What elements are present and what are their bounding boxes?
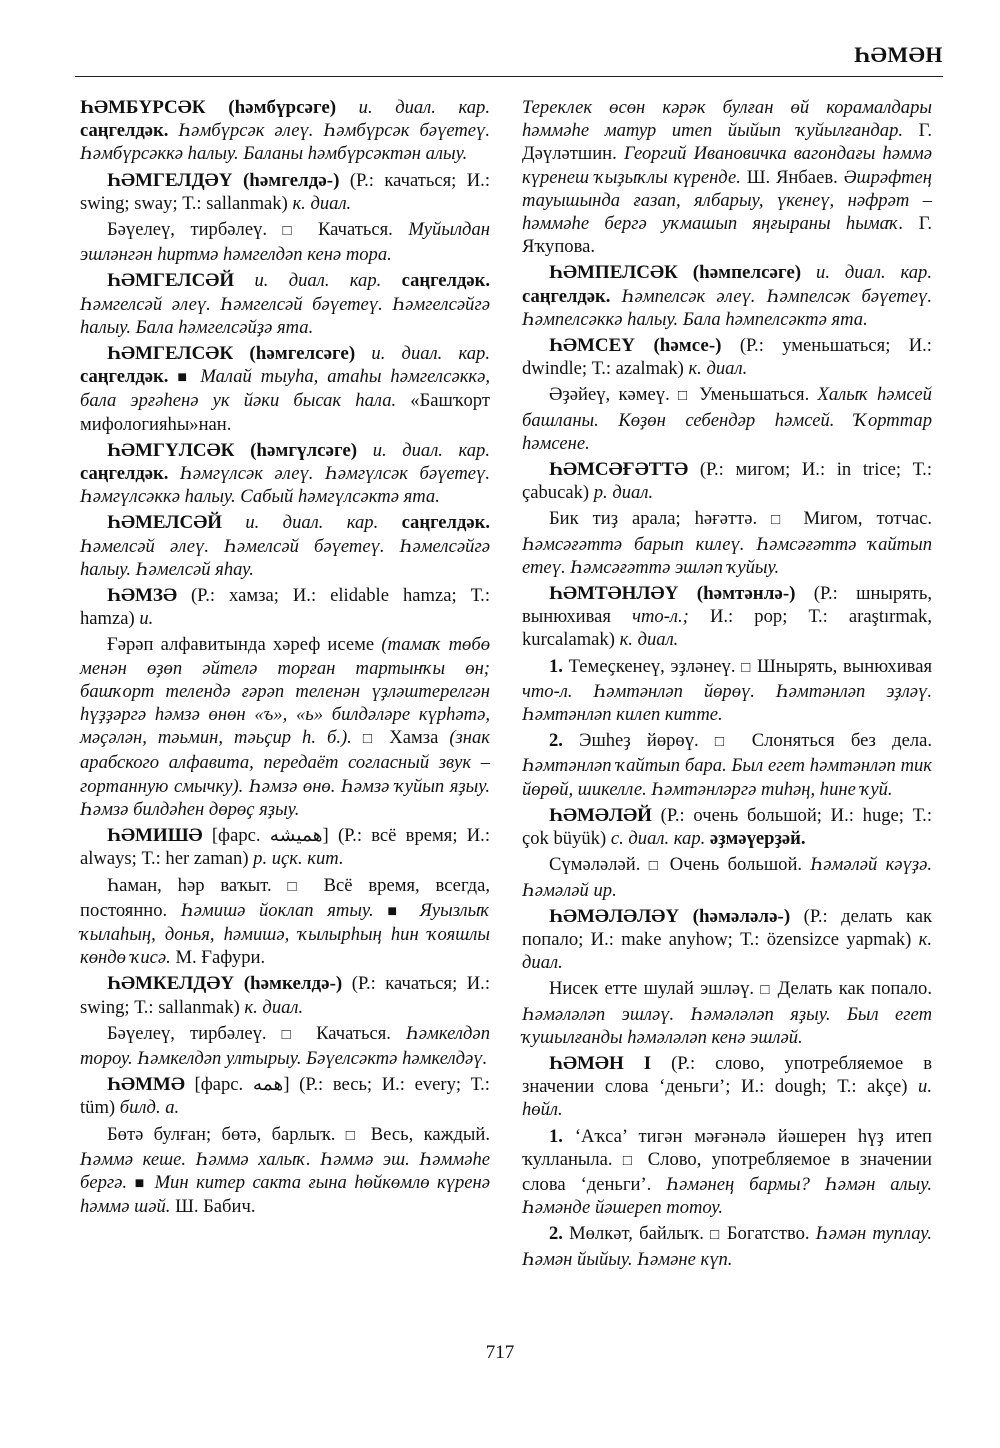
italic-text: Һәмгүлсәк әлеү. Һәмгүлсәк бәүетеү. Һәмгүлсәккә һалыу. Сабый һәмгүлсәктә ята. [80, 463, 490, 508]
text: Ш. Янбаев. [740, 166, 844, 188]
italic-text: р. иҫк. кит. [253, 848, 344, 870]
bold-text: саңгелдәк. [80, 120, 169, 142]
text: Эшһеҙ йөрөү. [562, 730, 715, 752]
headword: ҺӘМКЕЛДӘҮ (һәмкелдә-) [107, 973, 343, 995]
russian-marker-icon: □ [287, 878, 308, 895]
text: [фарс. [184, 1074, 253, 1096]
text: (Р.: качаться; И.: swing; sway; Т.: sallanmak) [80, 169, 490, 214]
headword: ҺӘМЕЛСӘЙ [107, 512, 223, 534]
running-headword: ҺӘМӘН [853, 42, 943, 67]
russian-marker-icon: □ [345, 1127, 361, 1144]
bold-text: саңгелдәк. [522, 285, 611, 307]
text [336, 97, 359, 118]
italic-text: Халыҡ һәмсей башланы. Көҙөн себендәр һәмсей. Ҡорттар һәмсене. [522, 384, 932, 454]
italic-text: Һәмишә йоклап ятыу. [180, 899, 374, 921]
italic-text: Һәммә кеше. Һәммә халыҡ. Һәммә эш. Һәммәһе бергә. [80, 1148, 490, 1193]
headword: ҺӘМТӘНЛӘҮ (һәмтәнлә-) [549, 583, 796, 605]
italic-text: Һәмән туплау. Һәмән йыйыу. Һәмәне күп. [522, 1223, 932, 1270]
text: [фарс. [202, 825, 270, 847]
definition-paragraph [522, 96, 932, 258]
headword: ҺӘМБҮРСӘК (һәмбүрсәге) [80, 97, 337, 118]
russian-marker-icon: □ [714, 734, 736, 751]
italic-text: Һәмгелсәй әлеү. Һәмгелсәй бәүетеү. Һәмгелсәйгә һалыу. Бала һәмгелсәйҙә ята. [80, 293, 490, 338]
text: Бәүелеү, тирбәлеү. [107, 219, 283, 241]
italic-text: Әшрәфтең тауышында ғазап, ялбарыу, үкенеү, нәфрәт – һәммәһе бергә уҡмашып яңғыраны һымаҡ. [522, 166, 932, 235]
italic-text: Һәмтәнләп ҡайтып бара. Был егет һәмтәнләп тик йөрөй, шикелле. Һәмтәнләргә тиһәң, һине ҡуй. [522, 755, 932, 800]
italic-text: к. диал. [619, 629, 679, 651]
dictionary-entry [522, 582, 932, 652]
dictionary-entry [522, 261, 932, 331]
dictionary-entry [80, 169, 490, 215]
dictionary-entry [522, 1052, 932, 1122]
russian-marker-icon: □ [710, 1227, 721, 1244]
italic-text: и. диал. кар. [358, 97, 490, 118]
text: Мөлкәт, байлыҡ. [562, 1223, 711, 1245]
example-marker-icon: ■ [177, 369, 192, 387]
russian-marker-icon: □ [741, 659, 752, 676]
text: (Р.: слово, употребляемое в значении слова ‘деньги’; И.: dough; Т.: akçe) [522, 1052, 932, 1098]
text: Уменьшаться. [690, 384, 818, 406]
text [355, 343, 371, 364]
arabic-script-text: همه [252, 1074, 284, 1096]
text: М. Ғафури. [170, 947, 266, 969]
italic-text: с. диал. кар. [610, 828, 706, 850]
text: Богатство. [720, 1223, 816, 1245]
text: Делать как попало. [771, 978, 932, 1000]
definition-paragraph [522, 977, 932, 1049]
italic-text: р. диал. [593, 482, 654, 504]
italic-text: и. диал. кар. [372, 439, 490, 461]
text: Бик тиҙ арала; һәғәттә. [549, 508, 772, 530]
definition-paragraph [80, 633, 490, 821]
dictionary-entry [522, 334, 932, 380]
headword: ҺӘМПЕЛСӘК (һәмпелсәге) [549, 262, 802, 284]
text: Бәүелеү, тирбәлеү. [107, 1022, 282, 1044]
dictionary-entry [80, 269, 490, 339]
text: (Р.: качаться; И.: swing; Т.: sallanmak) [80, 973, 490, 1018]
russian-marker-icon: □ [678, 388, 691, 405]
definition-paragraph [80, 1123, 490, 1219]
italic-text: и. диал. кар. [371, 343, 490, 365]
text: Весь, каждый. [360, 1123, 490, 1145]
text [378, 512, 401, 533]
text: «Башҡорт мифологияһы»нан. [80, 390, 490, 435]
bold-text: 1. [549, 655, 563, 677]
text: Темеҫкенеү, эҙләнеү. [562, 655, 742, 677]
example-marker-icon: ■ [134, 1174, 148, 1192]
text: Качаться. [301, 1022, 406, 1044]
italic-text: билд. а. [119, 1097, 180, 1119]
text: Нисек етте шулай эшләү. [549, 978, 761, 1000]
italic-text: и. диал. кар. [245, 512, 379, 534]
italic-text: Һәмкелдәп тороу. Һәмкелдәп ултырыу. Бәүелсәктә һәмкелдәү. [80, 1022, 490, 1069]
headword: ҺӘМСӘҒӘТТӘ [549, 459, 689, 481]
italic-text: к. диал. [522, 928, 932, 974]
text: Качаться. [302, 219, 409, 241]
text: Шнырять, вынюхивая [751, 655, 933, 677]
dictionary-entry [80, 584, 490, 630]
dictionary-entry [80, 439, 490, 509]
text: Хамза [378, 727, 450, 749]
headword: ҺӘМГЕЛСӘК (һәмгелсәге) [107, 343, 356, 365]
definition-paragraph [522, 507, 932, 579]
bold-text: әҙмәүерҙәй. [709, 828, 806, 850]
bold-text: саңгелдәк. [401, 512, 490, 534]
italic-text: Һәмсәғәттә барып килеү. Һәмсәғәттә ҡайтып етеү. Һәмсәғәттә эшләп ҡуйыу. [522, 533, 932, 578]
definition-paragraph [522, 383, 932, 455]
headword: ҺӘМГЕЛДӘҮ (һәмгелдә-) [107, 169, 340, 191]
italic-text: Һәмзә өнө. Һәмзә ҡуйып яҙыу. Һәмзә билдәһен дөрөҫ яҙыу. [80, 775, 491, 820]
definition-paragraph [522, 1125, 932, 1220]
italic-text: Яуызлыҡ ҡылаһың, донья, һәмишә, ҡылырһың һин ҡояшлы көндө ҡисә. [80, 899, 490, 969]
dictionary-entry [80, 96, 490, 166]
text: ‘Аҡса’ тигән мәғәнәлә йәшерен һүҙ итеп ҡулланыла. [522, 1125, 932, 1170]
headword: ҺӘМӘЛӘЛӘҮ (һәмәләлә-) [549, 905, 791, 927]
text: (Р.: очень большой; И.: huge; Т.: çok büyük) [522, 804, 932, 850]
definition-paragraph [80, 218, 490, 266]
definition-paragraph [80, 1022, 490, 1070]
text: (Р.: мигом; И.: in trice; Т.: çabucak) [522, 459, 932, 504]
dictionary-entry [80, 511, 490, 581]
russian-marker-icon: □ [281, 1026, 302, 1043]
right-column [522, 96, 932, 1274]
text: (Р.: делать как попало; И.: make anyhow; Т.: özensizce yapmak) [522, 905, 932, 950]
headword: ҺӘМЗӘ [107, 585, 177, 607]
text [352, 727, 363, 748]
definition-paragraph [522, 655, 932, 727]
dictionary-entry [522, 458, 932, 504]
headword: ҺӘМИШӘ [107, 825, 203, 847]
italic-text: и. диал. кар. [816, 262, 932, 284]
italic-text: и. [139, 608, 154, 630]
text: Г. Дәүләтшин. [522, 120, 932, 165]
dictionary-entry [522, 804, 932, 850]
text: Очень большой. [661, 854, 811, 876]
text: И.: pop; Т.: araştırmak, kurcalamak) [522, 606, 933, 651]
italic-text: (тамаҡ төбө менән өҙөп әйтелә торған тартынҡы өн; башҡорт телендә ғәрәп теленән үҙләштерелгән һүҙҙәргә һәмзә өнөн «ъ», «ь» билдәләре күрһәтә, мәҫәлән, тәьмин, тәьҫир һ. б.). [80, 634, 490, 749]
italic-text: (знак арабского алфавита, передаёт согласный звук – гортанную смычку). [80, 727, 491, 797]
definition-paragraph [522, 853, 932, 901]
text: ] (Р.: весь; И.: every; Т.: tüm) [80, 1074, 490, 1119]
italic-text: что-л.; [632, 606, 689, 628]
text: Мигом, тотчас. [789, 508, 933, 530]
russian-marker-icon: □ [760, 982, 772, 999]
italic-text: и. һөйл. [522, 1076, 932, 1121]
bold-text: саңгелдәк. [80, 366, 169, 388]
text: (Р.: хамза; И.: elidable hamza; Т.: hamza) [80, 585, 490, 630]
text: (Р.: шнырять, вынюхивая [522, 583, 932, 628]
text: Слово, употребляемое в значении слова ‘деньги’. [522, 1148, 932, 1195]
bold-text: 2. [549, 1223, 563, 1245]
italic-text: Һәмелсәй әлеү. Һәмелсәй бәүетеү. Һәмелсәйгә һалыу. Һәмелсәй яһау. [80, 535, 490, 580]
bold-text: саңгелдәк. [80, 463, 169, 485]
headword: ҺӘМӘЛӘЙ [549, 804, 652, 826]
russian-marker-icon: □ [362, 731, 379, 748]
headword: ҺӘМГЕЛСӘЙ [107, 270, 235, 292]
russian-marker-icon: □ [282, 223, 303, 240]
definition-paragraph [522, 1222, 932, 1270]
bold-text: 2. [549, 730, 563, 752]
italic-text: Һәмәнең бармы? Һәмән алыу. Һәмәнде йәшереп тотоу. [522, 1173, 932, 1219]
italic-text: Һәмәләй кәүҙә. Һәмәләй ир. [522, 854, 932, 901]
text: Г. Яҡупова. [522, 213, 932, 258]
russian-marker-icon: □ [771, 512, 790, 529]
italic-text: к. диал. [244, 996, 304, 1018]
dictionary-entry [522, 905, 932, 975]
text [357, 440, 373, 461]
text: Слоняться без дела. [735, 730, 933, 752]
dictionary-entry [80, 342, 490, 436]
running-head [75, 40, 943, 77]
text: ] (Р.: всё время; И.: always; Т.: her zaman) [80, 825, 490, 870]
headword: ҺӘММӘ [107, 1074, 185, 1096]
italic-text: Һәмәләләп эшләү. Һәмәләләп яҙыу. Был егет ҡушылғанды һәмәләләп кенә эшләй. [522, 1003, 932, 1048]
page-number: 717 [485, 1342, 515, 1363]
italic-text: и. диал. кар. [254, 270, 382, 292]
headword: ҺӘМӘН I [549, 1052, 652, 1074]
definition-paragraph [80, 874, 490, 970]
italic-text: Тереклек өсөн кәрәк булған өй корамалдары һәммәһе матур итеп йыйып ҡуйылғандар. [522, 97, 932, 142]
italic-text: что-л. Һәмтәнләп йөрөү. Һәмтәнләп эҙләү. Һәмтәнләп килеп китте. [522, 680, 932, 726]
text: Әҙәйеү, кәмеү. [549, 384, 679, 406]
text: Бөтә булған; бөтә, барлыҡ. [107, 1123, 346, 1145]
bold-text: саңгелдәк. [401, 270, 490, 292]
definition-paragraph [522, 729, 932, 801]
italic-text: Георгий Ивановичка вагондағы һәммә күренеш ҡыҙыҡлы күренде. [522, 143, 932, 188]
arabic-script-text: همیشه [269, 825, 323, 847]
text: Ш. Бабич. [170, 1196, 256, 1218]
text: (Р.: уменьшаться; И.: dwindle; Т.: azalmak) [522, 335, 932, 380]
text: Ғәрәп алфавитында хәреф исеме [107, 634, 382, 656]
italic-text: Муйылдан эшләнгән һиртмә һәмгелдәп кенә тора. [80, 219, 490, 266]
text [234, 270, 254, 291]
text: Сүмәләләй. [549, 854, 649, 876]
italic-text: Һәмбүрсәк әлеү. Һәмбүрсәк бәүетеү. Һәмбүрсәккә һалыу. Баланы һәмбүрсәктән алыу. [80, 120, 490, 165]
text [127, 1172, 135, 1193]
italic-text: к. диал. [688, 358, 748, 380]
example-marker-icon: ■ [387, 902, 406, 920]
dictionary-entry [80, 1073, 490, 1119]
russian-marker-icon: □ [622, 1152, 638, 1169]
left-column [80, 96, 490, 1221]
headword: ҺӘМГҮЛСӘК (һәмгүлсәге) [107, 439, 358, 461]
headword: ҺӘМСЕҮ (һәмсе-) [549, 335, 722, 357]
italic-text: Һәмпелсәк әлеү. Һәмпелсәк бәүетеү. Һәмпелсәккә һалыу. Бала һәмпелсәктә ята. [522, 285, 932, 330]
italic-text: Мин китер сакта ғына һөйкөмлө күренә һәммә шәй. [80, 1171, 491, 1218]
text: Һаман, һәр ваҡыт. [107, 874, 288, 896]
text [381, 270, 401, 291]
dictionary-entry [80, 972, 490, 1018]
text [222, 512, 245, 533]
text [801, 262, 816, 283]
russian-marker-icon: □ [648, 858, 662, 875]
bold-text: 1. [549, 1125, 563, 1147]
italic-text: Малай тыуһа, атаһы һәмгелсәккә, бала эрғәһенә ук йәки бысак һала. [80, 366, 490, 412]
text: Всё время, всегда, постоянно. [80, 874, 490, 921]
dictionary-entry [80, 824, 490, 870]
text [374, 900, 388, 921]
italic-text: к. диал. [292, 192, 352, 214]
